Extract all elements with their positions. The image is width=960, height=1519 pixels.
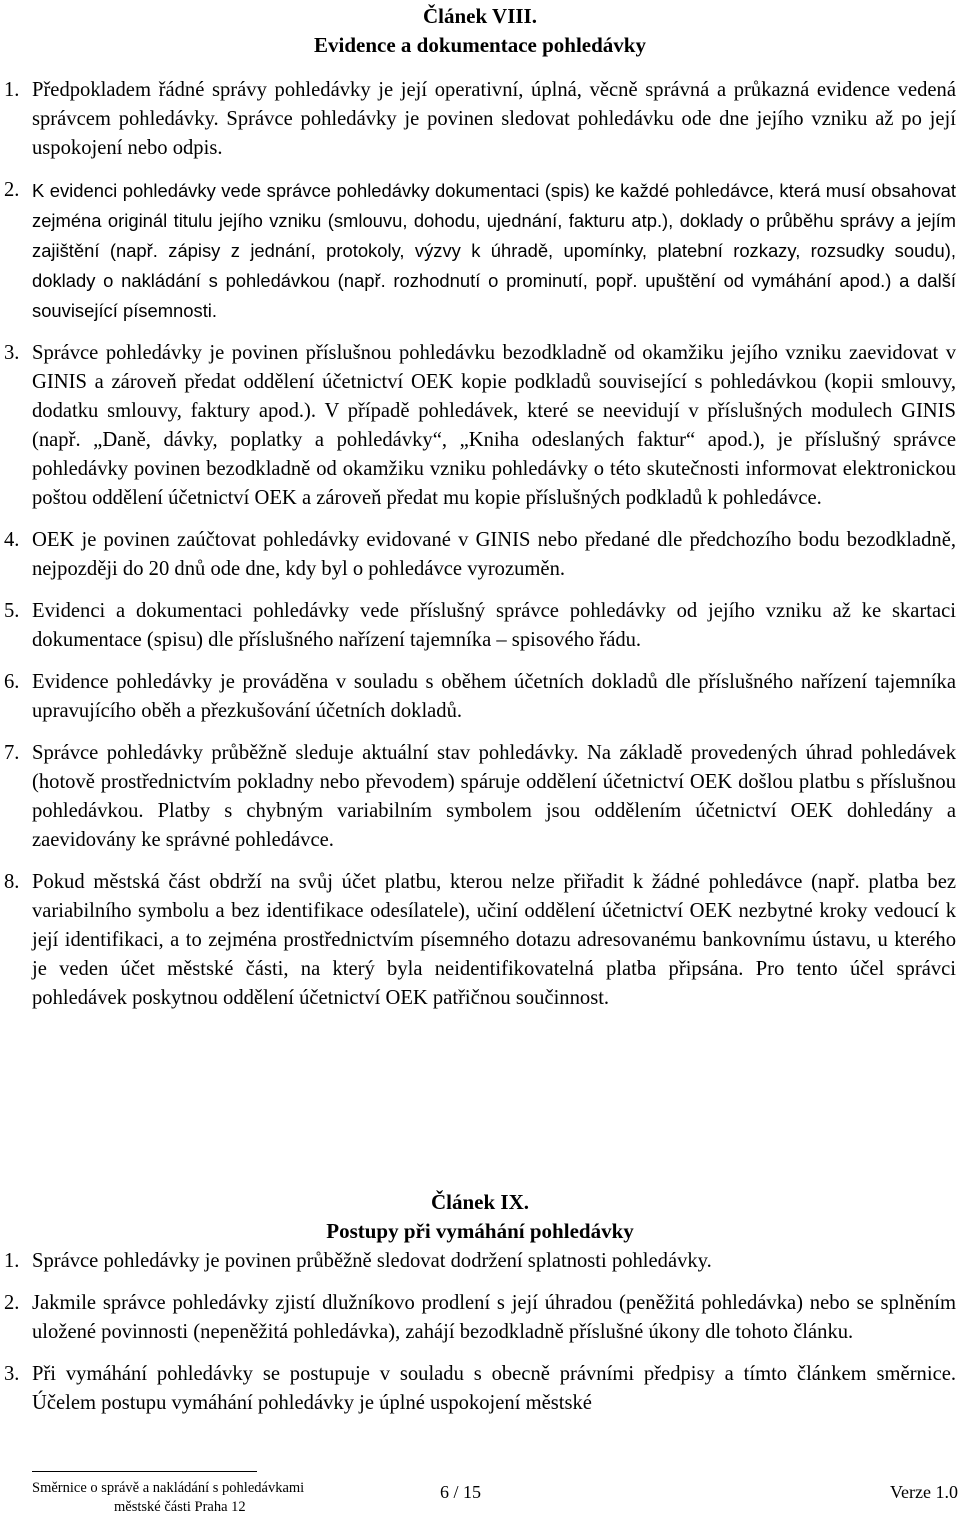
version-label: Verze 1.0 — [890, 1482, 958, 1502]
list-item-number: 2. — [4, 179, 20, 201]
list-item — [0, 339, 960, 513]
list-item — [0, 868, 960, 1013]
article-ix — [0, 1188, 960, 1431]
list-item-number: 1. — [4, 79, 20, 101]
footer-document-name — [32, 1479, 372, 1517]
list-item-text: Pokud městská část obdrží na svůj účet platbu, kterou nelze přiřadit k žádné pohledávce (např. platba bez variabilního symbolu a bez identifikace odesílatele), učiní oddělení účetnictví OEK nezbytné kroky vedoucí k její identifikaci, a to zejména prostřednictvím písemného dotazu adresovanému bankovnímu ústavu, u kterého je veden účet městské části, na který byla neidentifikovatelná platba připsána. Pro tento účel správci pohledávek poskytnou oddělení účetnictví OEK patřičnou součinnost. — [32, 871, 956, 1009]
list-item-number: 3. — [4, 342, 20, 364]
list-item-text: Při vymáhání pohledávky se postupuje v souladu s obecně právními předpisy a tímto článkem směrnice. Účelem postupu vymáhání pohledávky je úplné uspokojení městské — [32, 1363, 956, 1414]
footer-divider — [32, 1471, 257, 1472]
list-item — [0, 597, 960, 655]
list-item-number: 4. — [4, 529, 20, 551]
list-item — [0, 176, 960, 326]
list-item — [0, 76, 960, 163]
list-item-text: OEK je povinen zaúčtovat pohledávky evidované v GINIS nebo předané dle předchozího bodu bezodkladně, nejpozději do 20 dnů ode dne, kdy byl o pohledávce vyrozuměn. — [32, 529, 956, 580]
list-item-text: Evidence pohledávky je prováděna v souladu s oběhem účetních dokladů dle příslušného nařízení tajemníka upravujícího oběh a přezkušování účetních dokladů. — [32, 671, 956, 722]
list-item-number: 7. — [4, 742, 20, 764]
list-item — [0, 668, 960, 726]
list-item — [0, 1247, 960, 1276]
list-item — [0, 739, 960, 855]
list-item-text: K evidenci pohledávky vede správce pohledávky dokumentaci (spis) ke každé pohledávce, která musí obsahovat zejména originál titulu jejího vzniku (smlouvu, dohodu, ujednání, fakturu atp.), doklady o průběhu správy a jejím zajištění (např. zápisy z jednání, protokoly, výzvy k úhradě, upomínky, platební rozkazy, rozsudky soudu), doklady o nakládání s pohledávkou (např. rozhodnutí o prominutí, popř. upuštění od vymáhání apod.) a další související písemnosti. — [32, 180, 956, 321]
list-item-number: 3. — [4, 1363, 20, 1385]
list-item-number: 2. — [4, 1292, 20, 1314]
page-number: 6 / 15 — [440, 1482, 482, 1502]
list-item-text: Předpokladem řádné správy pohledávky je její operativní, úplná, věcně správná a průkazná evidence vedená správcem pohledávky. Správce pohledávky je povinen sledovat pohledávku ode dne jejího vzniku až po její uspokojení nebo odpis. — [32, 79, 956, 159]
list-item-text: Správce pohledávky je povinen průběžně sledovat dodržení splatnosti pohledávky. — [32, 1250, 712, 1272]
list-item-text: Správce pohledávky je povinen příslušnou pohledávku bezodkladně od okamžiku jejího vzniku zaevidovat v GINIS a zároveň předat oddělení účetnictví OEK kopie podkladů související s pohledávkou (kopii smlouvy, dodatku smlouvy, faktury apod.). V případě pohledávek, které se neevidují v příslušných modulech GINIS (např. „Daně, dávky, poplatky a pohledávky“, „Kniha odeslaných faktur“ apod.), je příslušný správce pohledávky povinen bezodkladně od okamžiku vzniku pohledávky o této skutečnosti informovat elektronickou poštou oddělení účetnictví OEK a zároveň předat mu kopie příslušných podkladů k pohledávce. — [32, 342, 956, 509]
article-viii — [0, 2, 960, 1026]
footer-doc-line-2: městské části Praha 12 — [114, 1499, 246, 1515]
article-ix-subtitle: Postupy při vymáhání pohledávky — [326, 1219, 634, 1243]
article-viii-subtitle: Evidence a dokumentace pohledávky — [314, 33, 646, 57]
list-item-number: 5. — [4, 600, 20, 622]
list-item-text: Jakmile správce pohledávky zjistí dlužníkovo prodlení s její úhradou (peněžitá pohledávka) nebo se splněním uložené povinnosti (nepeněžitá pohledávka), zahájí bezodkladně příslušné úkony dle tohoto článku. — [32, 1292, 956, 1343]
list-item — [0, 1289, 960, 1347]
list-item — [0, 1360, 960, 1418]
article-viii-title: Článek VIII. — [423, 4, 537, 28]
list-item-number: 6. — [4, 671, 20, 693]
footer-doc-line-1: Směrnice o správě a nakládání s pohledávkami — [32, 1480, 305, 1496]
list-item-text: Evidenci a dokumentaci pohledávky vede příslušný správce pohledávky od jejího vzniku až ke skartaci dokumentace (spisu) dle příslušného nařízení tajemníka – spisového řádu. — [32, 600, 956, 651]
article-ix-title: Článek IX. — [430, 1190, 530, 1214]
list-item-text: Správce pohledávky průběžně sleduje aktuální stav pohledávky. Na základě provedených úhrad pohledávek (hotově prostřednictvím pokladny nebo převodem) spáruje oddělení účetnictví OEK došlou platbu s příslušnou pohledávkou. Platby s chybným variabilním symbolem jsou oddělením účetnictví OEK dohledány a zaevidovány ke správné pohledávce. — [32, 742, 956, 851]
list-item-number: 1. — [4, 1250, 20, 1272]
list-item — [0, 526, 960, 584]
list-item-number: 8. — [4, 871, 20, 893]
